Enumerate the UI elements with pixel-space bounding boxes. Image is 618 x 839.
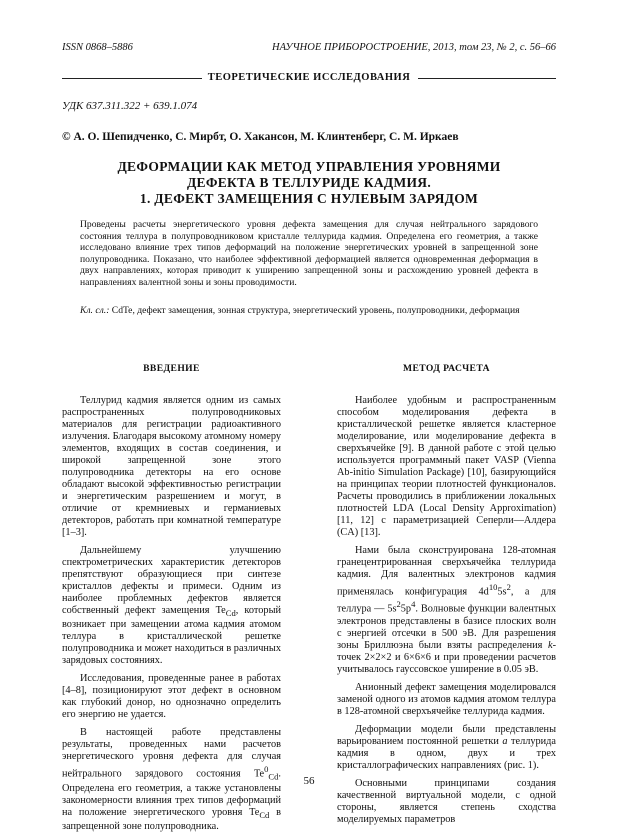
keywords: [80, 305, 538, 317]
intro-paragraph-3: Исследования, проведенные ранее в работах [4–8], позиционируют этот дефект в основном как глубокий донор, но однозначно определить его энергию не удается.: [62, 673, 281, 721]
m2-sup2: 2: [506, 582, 511, 592]
title-line-3: 1. ДЕФЕКТ ЗАМЕЩЕНИЯ С НУЛЕВЫМ ЗАРЯДОМ: [139, 191, 479, 206]
m4-tail: теллурида кадмия в одном, двух и трех кристаллографических направлениях (рис. 1).: [337, 735, 556, 771]
keywords-text: CdTe, дефект замещения, зонная структура, энергетический уровень, полупроводники, деформация: [111, 305, 520, 316]
m2-mid3: 5p: [400, 603, 412, 615]
page-number: 56: [303, 775, 315, 787]
p2-tail: , который возникает при замещении атома кадмия атомом теллура в кристаллической решетке полупроводника и может находиться в различных зарядовых состояниях.: [62, 605, 281, 667]
m2-mid1: 5s: [497, 586, 507, 598]
p4-mid: . Определена его геометрия, а также установлены закономерности влияния трех типов деформаций на положение энергетического уровня Te: [62, 768, 281, 818]
intro-paragraph-1: Теллурид кадмия является одним из самых распространенных полупроводниковых материалов для регистрации радиоактивного излучения. Благодаря высокому атомному номеру элементов, входящих в состав соединения, и широкой запрещенной зоне этого полупроводника детекторы на его основе обладают высокой эффективностью регистрации и энергетическим разрешением и могут, в отличие от кремниевых и германиевых детекторов, работать при комнатной температуре [1–3].: [62, 395, 281, 538]
journal-issn: ISSN 0868–5886: [62, 42, 133, 53]
m2-tail: -точек 2×2×2 и 6×6×6 и при проведении расчетов учитывалось гауссовское уширение в 0.05 эВ.: [337, 639, 556, 675]
udc-code: УДК 637.311.322 + 639.1.074: [62, 100, 198, 112]
m4-text: Деформации модели были представлены варьированием постоянной решетки: [337, 723, 556, 747]
keywords-label: Кл. сл.:: [80, 305, 110, 316]
p2-sub: Cd: [225, 608, 236, 619]
method-paragraph-3: Анионный дефект замещения моделировался заменой одного из атомов кадмия атомом теллура в 128-атомной сверхъячейке теллурида кадмия.: [337, 681, 556, 717]
abstract: Проведены расчеты энергетического уровня дефекта замещения для случая нейтрального зарядового состояния теллура в полупроводниковом кристалле теллурида кадмия. Определена его геометрия, а также исследовано влияние трех типов деформаций на положение энергетических уровней в запрещенной зоне полупроводника. Показано, что наиболее эффективной деформацией является одновременная деформация в двух направлениях, которая приводит к уширению запрещенной зоны и расхождению уровней дефекта в направлениях валентной зоны и зоны проводимости.: [80, 219, 538, 288]
right-column: [337, 363, 556, 832]
p4-text: В настоящей работе представлены результаты, проведенных нами расчетов энергетического уровня дефекта для случая нейтрального зарядового состояния Te: [62, 727, 281, 780]
m2-sup3: 2: [396, 599, 401, 610]
method-paragraph-5: Основными принципами создания качественной виртуальной модели, с одной стороны, является степень сходства моделируемых параметров: [337, 777, 556, 825]
m4-a: a: [502, 735, 508, 747]
left-column: [62, 363, 281, 839]
section-label: ТЕОРЕТИЧЕСКИЕ ИССЛЕДОВАНИЯ: [203, 72, 416, 83]
m2-mid4: . Волновые функции валентных электронов представлены в базисе плоских волн с энергией отсечки в 500 эВ. Для разрешения зоны Бриллюэна были взяты распределения: [337, 603, 556, 651]
title-line-2: ДЕФЕКТА В ТЕЛЛУРИДЕ КАДМИЯ.: [186, 175, 432, 190]
method-paragraph-4: [337, 724, 556, 772]
method-paragraph-2: [337, 545, 556, 676]
p4-sup: 0: [264, 764, 269, 775]
method-heading: МЕТОД РАСЧЕТА: [403, 363, 490, 374]
p4-sub2: Cd: [259, 809, 270, 820]
m2-k: k: [547, 639, 553, 651]
m2-mid2: , а для теллура — 5s: [337, 586, 556, 615]
journal-citation: НАУЧНОЕ ПРИБОРОСТРОЕНИЕ, 2013, том 23, № 2, с. 56–66: [272, 42, 556, 53]
p4-tail: в запрещенной зоне полупроводника.: [62, 806, 282, 832]
intro-heading: ВВЕДЕНИЕ: [143, 363, 200, 374]
title-line-1: ДЕФОРМАЦИИ КАК МЕТОД УПРАВЛЕНИЯ УРОВНЯМИ: [117, 159, 501, 174]
m2-text: Нами была сконструирована 128-атомная гранецентрированная сверхъячейка теллурида кадмия. Для валентных электронов кадмия применялась конфигурация 4d: [337, 545, 556, 598]
m2-sup1: 10: [488, 582, 498, 592]
authors: © А. О. Шепидченко, С. Мирбт, О. Хакансон, М. Клинтенберг, С. М. Иркаев: [62, 131, 459, 143]
p2-text: Дальнейшему улучшению спектрометрических характеристик детекторов препятствуют образующиеся при синтезе кристаллов дефекты и примеси. Одним из наиболее проблемных дефектов является собственный дефект замещения Te: [62, 545, 281, 616]
m2-sup4: 4: [411, 599, 416, 610]
p4-sub: Cd: [268, 771, 279, 782]
article-title: [62, 159, 556, 207]
method-paragraph-1: Наиболее удобным и распространенным способом моделирования дефекта в кристаллической решетке является кластерное моделирование, или моделирование дефекта в сверхъячейке [9]. В данной работе с этой целью используется программный пакет VASP (Vienna Ab-initio Simulation Package) [10], базирующийся на принципах теории плотностей функционалов. Расчеты проводились в приближении локальных плотностей LDA (Local Density Approximation) [11, 12] с параметризацией Сеперли—Алдера (CA) [13].: [337, 395, 556, 538]
section-heading-bar: [62, 72, 556, 84]
intro-paragraph-2: [62, 545, 281, 667]
